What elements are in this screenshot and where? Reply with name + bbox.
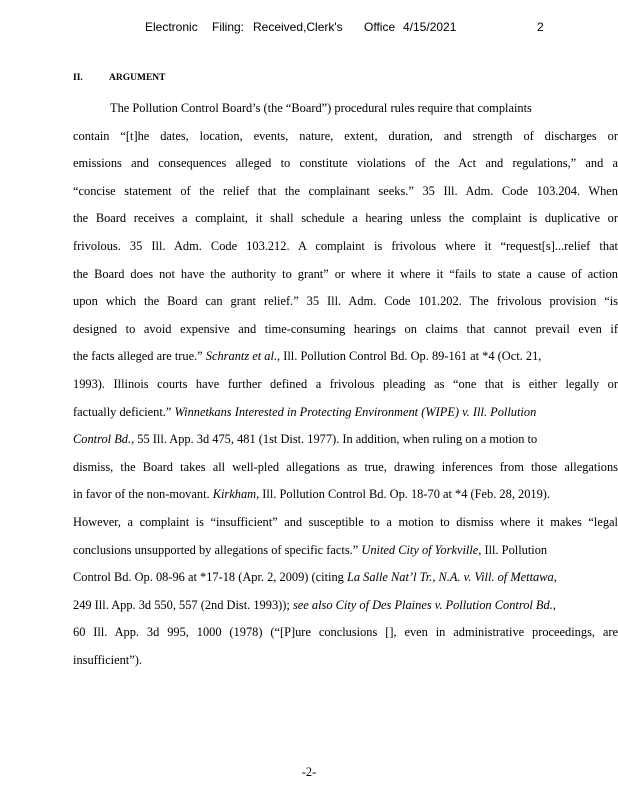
body-line-6: frivolous. 35 Ill. Adm. Code 103.212. A complaint is frivolous where it “request[s]...relief that [73,238,618,253]
body-line-15 [73,481,618,509]
section-heading [73,73,165,83]
header-page-number: 2 [537,20,544,34]
header-office: Office [364,20,396,34]
case-name-la-salle: La Salle Nat’l Tr., N.A. v. Vill. of Mettawa [346,570,554,585]
body-line-8: upon which the Board can grant relief.” 35 Ill. Adm. Code 101.202. The frivolous provision “is [73,294,618,309]
case-name-schrantz: Schrantz et al. [205,349,278,364]
section-title: ARGUMENT [109,73,166,83]
filing-header [0,20,618,38]
body-line-21: insufficient”). [73,652,142,667]
line15-text-a: in favor of the non-movant. [73,487,210,502]
body-line-16: However, a complaint is “insufficient” and susceptible to a motion to dismiss where it makes “legal [73,514,618,529]
case-name-control-bd: Control Bd. [73,432,132,447]
footer-page-label: -2- [301,765,317,779]
page-footer [0,765,618,780]
body-line-14: dismiss, the Board takes all well-pled allegations as true, drawing inferences from those allegations [73,459,618,474]
case-name-des-plaines: see also City of Des Plaines v. Pollution Control Bd. [292,597,553,612]
body-line-18 [73,564,618,592]
section-number: II. [73,73,83,83]
body-line-11: 1993). Illinois courts have further defined a frivolous pleading as “one that is either legally or [73,376,618,391]
line10-text-c: , Ill. Pollution Control Bd. Op. 89-161 at *4 (Oct. 21, [277,349,542,364]
header-received: Received,Clerk's [253,20,343,34]
body-line-20: 60 Ill. App. 3d 995, 1000 (1978) (“[P]ure conclusions [], even in administrative proceedings, are [73,625,618,640]
body-line-5: the Board receives a complaint, it shall schedule a hearing unless the complaint is duplicative or [73,211,618,226]
header-filing: Filing: [212,20,245,34]
body-line-7: the Board does not have the authority to grant” or where it where it “fails to state a cause of action [73,266,618,281]
line18-text-a: Control Bd. Op. 08-96 at *17-18 (Apr. 2, 2009) (citing [73,570,344,585]
header-electronic: Electronic [145,20,198,34]
case-name-yorkville: United City of Yorkville [361,542,479,557]
line19-text-c: , [552,597,556,612]
line19-text-a: 249 Ill. App. 3d 550, 557 (2nd Dist. 1993)); [73,597,290,612]
line13-text-b: , 55 Ill. App. 3d 475, 481 (1st Dist. 1977). In addition, when ruling on a motion to [131,432,538,447]
body-line-1: The Pollution Control Board’s (the “Board”) procedural rules require that complaints [110,101,532,115]
body-line-13 [73,426,618,454]
body-line-17 [73,537,618,565]
body-line-9: designed to avoid expensive and time-consuming hearings on claims that cannot prevail even if [73,321,618,336]
body-line-10 [73,343,618,371]
case-name-kirkham: Kirkham [212,487,257,502]
line17-text-a: conclusions unsupported by allegations of specific facts.” [73,542,359,557]
body-line-3: emissions and consequences alleged to constitute violations of the Act and regulations,” and a [73,156,618,171]
header-date: 4/15/2021 [403,20,457,34]
line12-text-a: factually deficient.” [73,404,172,419]
line17-text-c: , Ill. Pollution [478,542,548,557]
line10-text-a: the facts alleged are true.” [73,349,203,364]
body-line-12 [73,399,618,427]
line18-text-c: , [553,570,557,585]
case-name-winnetkans: Winnetkans Interested in Protecting Environment (WIPE) v. Ill. Pollution [174,404,537,419]
line15-text-c: , Ill. Pollution Control Bd. Op. 18-70 at *4 (Feb. 28, 2019). [256,487,551,502]
body-line-19 [73,592,618,620]
document-body [73,95,618,674]
body-line-4: “concise statement of the relief that the complainant seeks.” 35 Ill. Adm. Code 103.204. When [73,183,618,198]
body-line-2: contain “[t]he dates, location, events, nature, extent, duration, and strength of discharges or [73,128,618,143]
